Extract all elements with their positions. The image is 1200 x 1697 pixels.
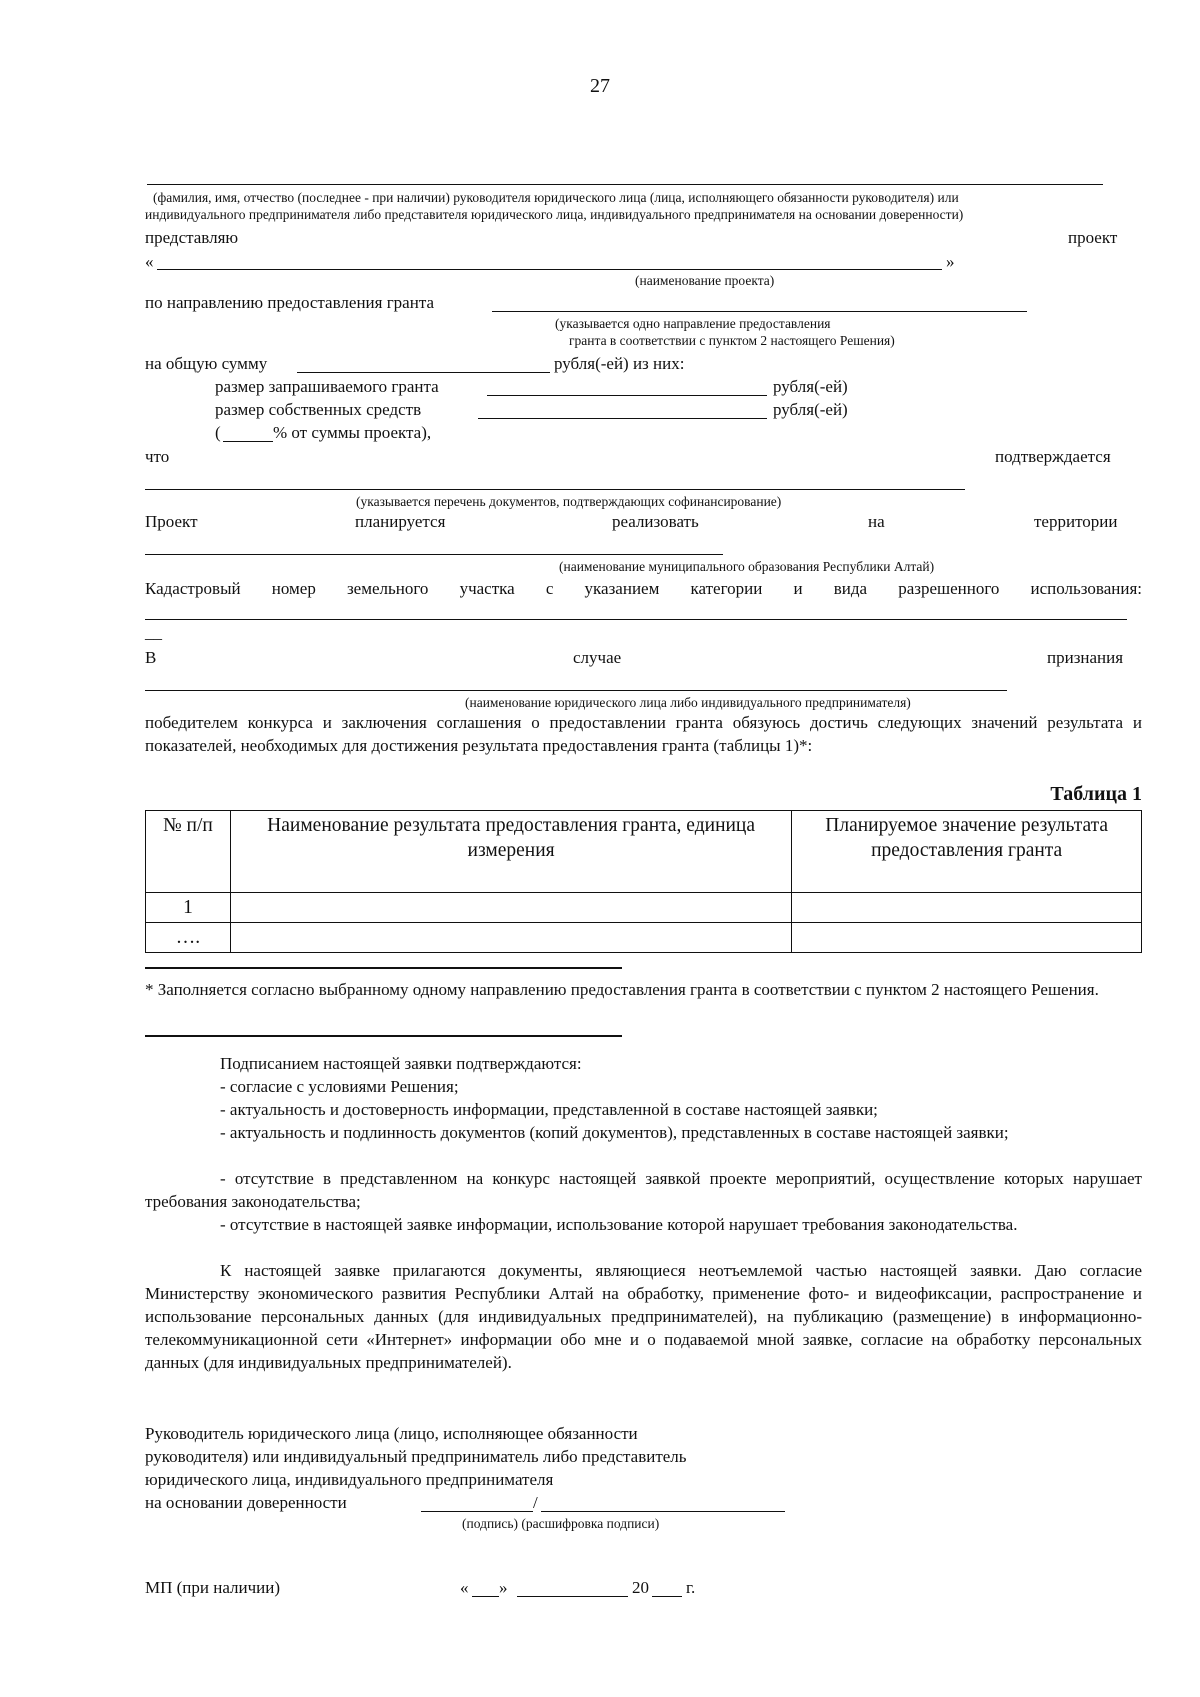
total-label: на общую сумму: [145, 354, 268, 373]
signing-item-5: - отсутствие в настоящей заявке информации, использование которой нарушает требования законодательства.: [220, 1215, 1018, 1234]
direction-line: [492, 311, 1027, 312]
footnote: * Заполняется согласно выбранному одному направлению предоставления гранта в соответствии с пунктом 2 настоящего Решения.: [145, 980, 1099, 999]
footnote-rule-top: [145, 967, 622, 969]
row-2-value: [792, 923, 1142, 953]
header-result-name: Наименование результата предоставления гранта, единица измерения: [230, 811, 791, 893]
attachments-paragraph: К настоящей заявке прилагаются документы, являющиеся неотъемлемой частью настоящей заявки. Даю согласие Министерству экономического развития Республики Алтай на обработку, применение фото- и видеофиксации, распространение и использование персональных данных (для индивидуальных предпринимателей), на публикацию (размещение) в информационно-телекоммуникационной сети «Интернет» информации обо мне и о подаваемой мной заявке, согласие на обработку персональных данных (для индивидуальных предпринимателей).: [145, 1261, 1142, 1372]
row-2-result: [230, 923, 791, 953]
row-2-number: ….: [146, 923, 231, 953]
present-label: представляю: [145, 228, 239, 247]
own-funds-label: размер собственных средств: [215, 400, 422, 419]
project-name-line: [157, 269, 942, 270]
date-year-prefix: 20: [632, 1578, 649, 1597]
table-row: [146, 893, 1142, 923]
date-quote-close: »: [499, 1578, 508, 1597]
date-day-field: [472, 1596, 499, 1597]
territory-caption: (наименование муниципального образования Республики Алтай): [559, 559, 935, 574]
table-header-row: [146, 811, 1142, 893]
header-planned-value: Планируемое значение результата предоставления гранта: [792, 811, 1142, 893]
percent-open: (: [215, 423, 221, 442]
own-funds-line: [478, 418, 767, 419]
direction-caption-1: (указывается одно направление предоставления: [555, 316, 831, 331]
project-name-caption: (наименование проекта): [635, 273, 775, 288]
signing-item-1: - согласие с условиями Решения;: [220, 1077, 459, 1096]
signing-item-3: - актуальность и подлинность документов (копий документов), представленных в составе настоящей заявки;: [220, 1123, 1009, 1142]
row-1-result: [230, 893, 791, 923]
territory-word-1: Проект: [145, 512, 198, 531]
applicant-name-line: [147, 184, 1103, 185]
territory-word-3: реализовать: [612, 512, 699, 531]
date-year-field: [652, 1596, 682, 1597]
date-month-field: [517, 1596, 628, 1597]
date-year-suffix: г.: [686, 1578, 696, 1597]
confirm-caption: (указывается перечень документов, подтверждающих софинансирование): [356, 494, 782, 509]
territory-word-2: планируется: [355, 512, 446, 531]
requested-line: [487, 395, 767, 396]
header-number: № п/п: [146, 811, 231, 893]
page-number: 27: [590, 75, 610, 97]
confirm-right: подтверждается: [995, 447, 1111, 466]
table-title: Таблица 1: [1050, 783, 1142, 805]
total-line: [297, 372, 550, 373]
territory-word-4: на: [868, 512, 885, 531]
row-1-number: 1: [146, 893, 231, 923]
signing-item-4: - отсутствие в представленном на конкурс настоящей заявкой проекте мероприятий, осуществление которых нарушает требования законодательства;: [145, 1169, 1142, 1211]
signature-caption: (подпись) (расшифровка подписи): [462, 1516, 660, 1531]
stamp-label: МП (при наличии): [145, 1578, 281, 1597]
signature-slash: /: [533, 1493, 538, 1512]
applicant-caption-1: (фамилия, имя, отчество (последнее - при наличии) руководителя юридического лица (лица, исполняющего обязанности руководителя) или: [153, 190, 959, 205]
quote-open: «: [145, 252, 154, 271]
table-row: [146, 923, 1142, 953]
recognition-caption: (наименование юридического лица либо индивидуального предпринимателя): [465, 695, 911, 710]
percent-line: [223, 441, 273, 442]
signing-item-2: - актуальность и достоверность информации, представленной в составе настоящей заявки;: [220, 1100, 878, 1119]
confirm-left: что: [145, 447, 170, 466]
requested-suffix: рубля(-ей): [773, 377, 848, 396]
signature-line-1: Руководитель юридического лица (лицо, исполняющее обязанности: [145, 1424, 638, 1443]
territory-line: [145, 554, 723, 555]
requested-label: размер запрашиваемого гранта: [215, 377, 439, 396]
territory-word-5: территории: [1034, 512, 1118, 531]
signature-line-2: руководителя) или индивидуальный предприниматель либо представитель: [145, 1447, 687, 1466]
signature-line-4: на основании доверенности: [145, 1493, 347, 1512]
recognition-word-2: случае: [573, 648, 622, 667]
row-1-value: [792, 893, 1142, 923]
date-quote-open: «: [460, 1578, 469, 1597]
recognition-line: [145, 690, 1007, 691]
percent-text: % от суммы проекта),: [273, 423, 432, 442]
cadastral-dash: __: [145, 623, 162, 642]
winner-paragraph: победителем конкурса и заключения соглашения о предоставлении гранта обязуюсь достичь следующих значений результата и показателей, необходимых для достижения результата предоставления гранта (таблицы 1)*:: [145, 713, 1142, 755]
project-label: проект: [1068, 228, 1118, 247]
own-funds-suffix: рубля(-ей): [773, 400, 848, 419]
confirm-line: [145, 489, 965, 490]
signature-field: [421, 1511, 533, 1512]
footnote-rule-bottom: [145, 1035, 622, 1037]
total-suffix: рубля(-ей) из них:: [554, 354, 685, 373]
direction-label: по направлению предоставления гранта: [145, 293, 434, 312]
signing-intro: Подписанием настоящей заявки подтверждаются:: [220, 1054, 582, 1073]
applicant-caption-2: индивидуального предпринимателя либо представителя юридического лица, индивидуального предпринимателя на основании доверенности): [145, 207, 964, 222]
results-table: [145, 810, 1142, 953]
cadastral-text: Кадастровый номер земельного участка с указанием категории и вида разрешенного использования:: [145, 579, 1142, 598]
signature-line-3: юридического лица, индивидуального предпринимателя: [145, 1470, 554, 1489]
recognition-word-1: В: [145, 648, 157, 667]
signature-decoding-field: [541, 1511, 785, 1512]
recognition-word-3: признания: [1047, 648, 1124, 667]
quote-close: »: [946, 252, 955, 271]
cadastral-line: [145, 619, 1127, 620]
direction-caption-2: гранта в соответствии с пунктом 2 настоящего Решения): [569, 333, 895, 348]
